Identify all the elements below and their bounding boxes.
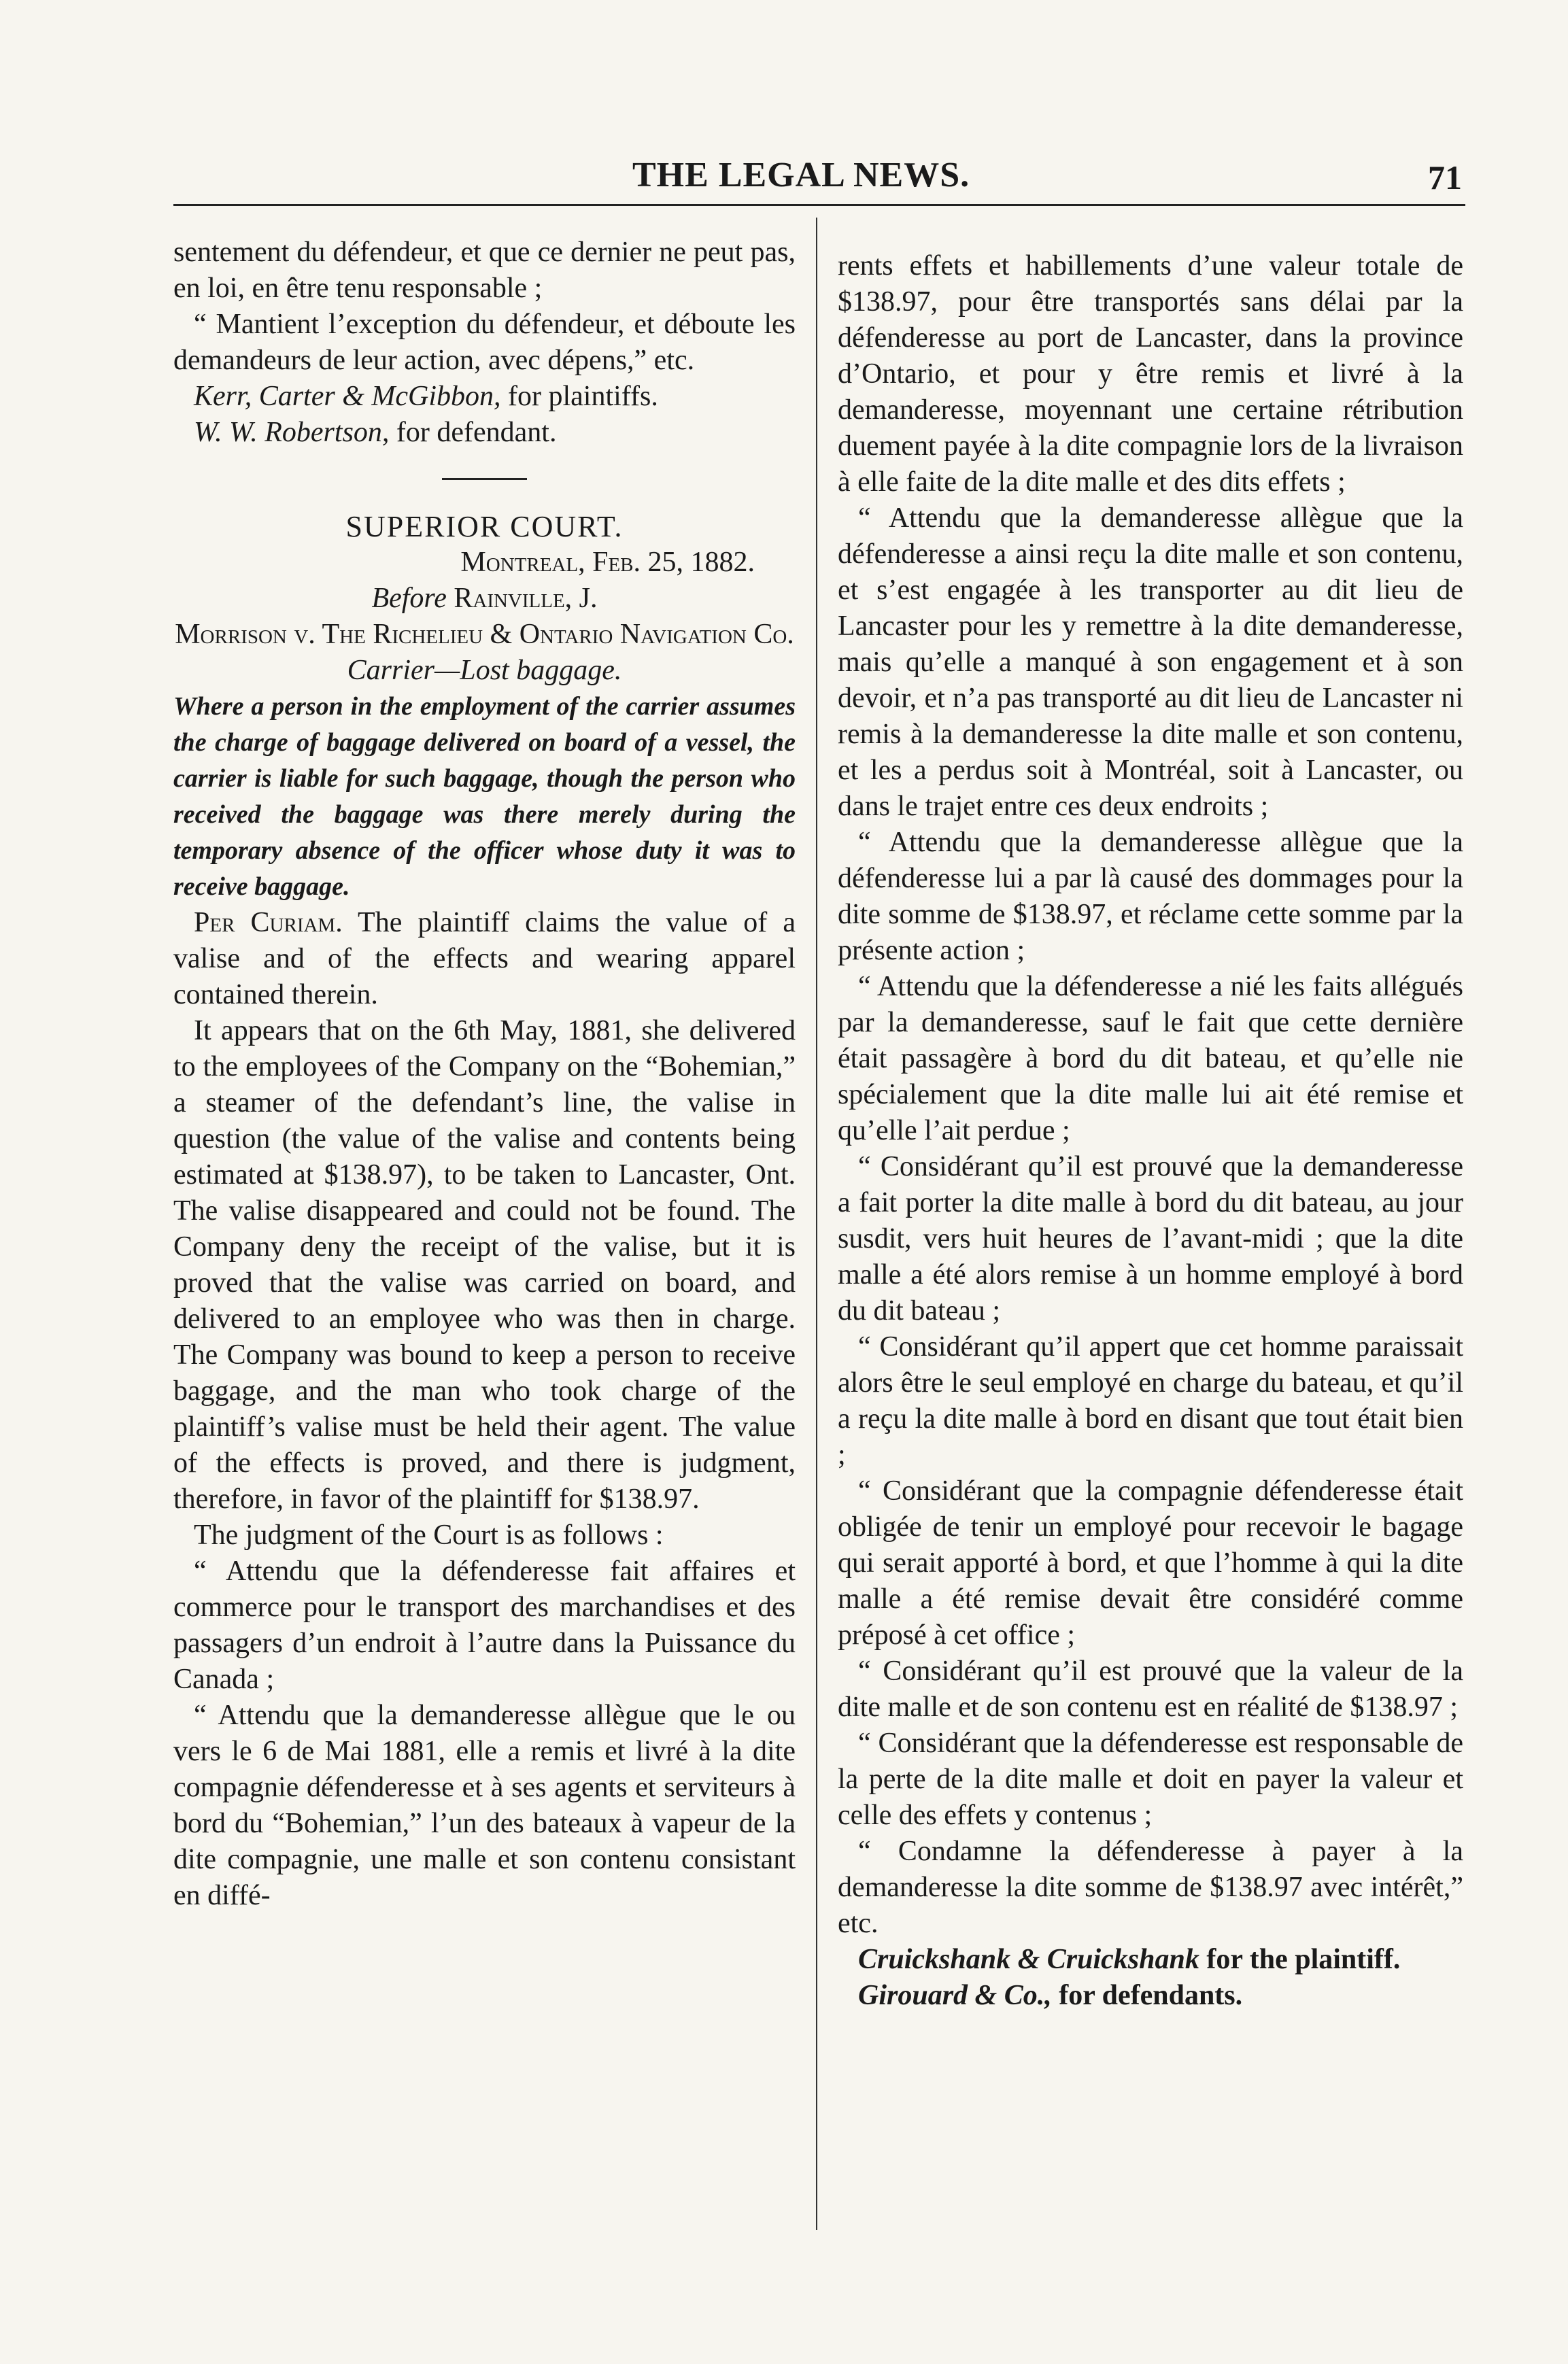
paragraph: “ Mantient l’exception du défendeur, et déboute les demandeurs de leur action, avec dépens,” etc.	[173, 309, 796, 376]
paragraph: “ Attendu que la demanderesse allègue que la défenderesse a ainsi reçu la dite malle et son contenu, et s’est engagée à les transporter au dit lieu de Lancaster pour les y remettre à la dite demanderesse, mais qu’elle a manqué à son engagement et à son devoir, et n’a pas transporté au dit lieu de Lancaster ni remis à la demanderesse la dite malle et son contenu, et les a perdus soit à Montréal, soit à Lancaster, ou dans le trajet entre ces deux endroits ;	[838, 502, 1463, 822]
headnote: Where a person in the employment of the carrier assumes the charge of baggage delivered on board of a vessel, the carrier is liable for such baggage, though the person who received the baggage was there merely during the temporary absence of the officer whose duty it was to receive baggage.	[173, 692, 796, 901]
per-curiam-label: Per Curiam.	[194, 907, 343, 938]
right-column	[838, 248, 1463, 2014]
running-head: THE LEGAL NEWS.	[632, 156, 970, 194]
paragraph: “ Considérant qu’il est prouvé que la demanderesse a fait porter la dite malle à bord du dit bateau, au jour susdit, vers huit heures de l’avant-midi ; que la dite malle a été alors remise à un homme employé à bord du dit bateau ;	[838, 1151, 1463, 1326]
paragraph: “ Attendu que la demanderesse allègue que le ou vers le 6 de Mai 1881, elle a remis et livré à la dite compagnie défenderesse et à ses agents et serviteurs à bord du “Bohemian,” l’un des bateaux à vapeur de la dite compagnie, une malle et son contenu consistant en diffé-	[173, 1700, 796, 1911]
header-rule	[173, 204, 1465, 206]
paragraph: “ Condamne la défenderesse à payer à la demanderesse la dite somme de $138.97 avec intérêt,” etc.	[838, 1836, 1463, 1939]
case-subject: Carrier—Lost baggage.	[347, 655, 622, 686]
before-label: Before	[371, 583, 447, 614]
paragraph: “ Considérant que la compagnie défenderesse était obligée de tenir un employé pour recevoir le bagage qui serait apporté à bord, et que l’homme à qui la dite malle a été remise devait être considéré comme préposé à cet office ;	[838, 1475, 1463, 1651]
paragraph: The judgment of the Court is as follows :	[194, 1520, 664, 1551]
paragraph: “ Attendu que la défenderesse fait affaires et commerce pour le transport des marchandises et des passagers d’un endroit à l’autre dans la Puissance du Canada ;	[173, 1556, 796, 1695]
counsel-role: for defendants.	[1059, 1980, 1243, 2011]
dateline: Montreal, Feb. 25, 1882.	[460, 547, 755, 578]
counsel-plaintiffs	[173, 379, 796, 415]
paragraph: “ Attendu que la demanderesse allègue que la défenderesse lui a par là causé des dommages pour la dite somme de $138.97, et réclame cette somme par la présente action ;	[838, 827, 1463, 966]
paragraph-text: The plaintiff claims the value of a valise and of the effects and wearing apparel contained therein.	[173, 907, 796, 1010]
paragraph: rents effets et habillements d’une valeur totale de $138.97, pour être transportés sans délai par la défenderesse au port de Lancaster, dans la province d’Ontario, et pour y être remis et livré à la demanderesse, moyennant une certaine rétribution duement payée à la dite compagnie lors de la livraison à elle faite de la dite malle et des dits effets ;	[838, 250, 1463, 498]
counsel-names: Cruickshank & Cruickshank	[858, 1944, 1199, 1975]
paragraph: “ Attendu que la défenderesse a nié les faits allégués par la demanderesse, sauf le fait que cette dernière était passagère à bord du dit bateau, et qu’elle nie spécialement que la dite malle lui ait été remise et qu’elle l’ait perdue ;	[838, 971, 1463, 1146]
counsel-role: for the plaintiff.	[1206, 1944, 1401, 1975]
section-rule	[442, 478, 527, 480]
counsel-names: Kerr, Carter & McGibbon,	[194, 381, 501, 412]
left-column	[173, 235, 796, 1914]
counsel-defendant	[173, 415, 796, 451]
court-heading: SUPERIOR COURT.	[345, 510, 624, 543]
column-rule	[816, 218, 817, 2230]
case-parties: Morrison v. The Richelieu & Ontario Navigation Co.	[175, 619, 794, 650]
paragraph	[173, 905, 796, 1013]
counsel-role: for plaintiffs.	[508, 381, 658, 412]
counsel-names: Girouard & Co.,	[858, 1980, 1052, 2011]
judge-name: Rainville, J.	[454, 583, 598, 614]
counsel-plaintiff	[838, 1942, 1463, 1978]
before-judge	[173, 581, 796, 617]
counsel-role: for defendant.	[396, 417, 557, 448]
counsel-defendants	[838, 1978, 1463, 2014]
paragraph: sentement du défendeur, et que ce dernier ne peut pas, en loi, en être tenu responsable ;	[173, 237, 796, 304]
paragraph: It appears that on the 6th May, 1881, she delivered to the employees of the Company on the “Bohemian,” a steamer of the defendant’s line, the valise in question (the value of the valise and contents being estimated at $138.97), to be taken to Lancaster, Ont. The valise disappeared and could not be found. The Company deny the receipt of the valise, but it is proved that the valise was carried on board, and delivered to an employee who was then in charge. The Company was bound to keep a person to receive baggage, and the man who took charge of the plaintiff’s valise must be held their agent. The value of the effects is proved, and there is judgment, therefore, in favor of the plaintiff for $138.97.	[173, 1015, 796, 1515]
paragraph: “ Considérant qu’il appert que cet homme paraissait alors être le seul employé en charge du bateau, et qu’il a reçu la dite malle à bord en disant que tout était bien ;	[838, 1331, 1463, 1471]
page-number: 71	[1428, 158, 1462, 196]
counsel-names: W. W. Robertson,	[194, 417, 390, 448]
paragraph: “ Considérant que la défenderesse est responsable de la perte de la dite malle et doit en payer la valeur et celle des effets y contenus ;	[838, 1728, 1463, 1831]
paragraph: “ Considérant qu’il est prouvé que la valeur de la dite malle et de son contenu est en réalité de $138.97 ;	[838, 1656, 1463, 1723]
